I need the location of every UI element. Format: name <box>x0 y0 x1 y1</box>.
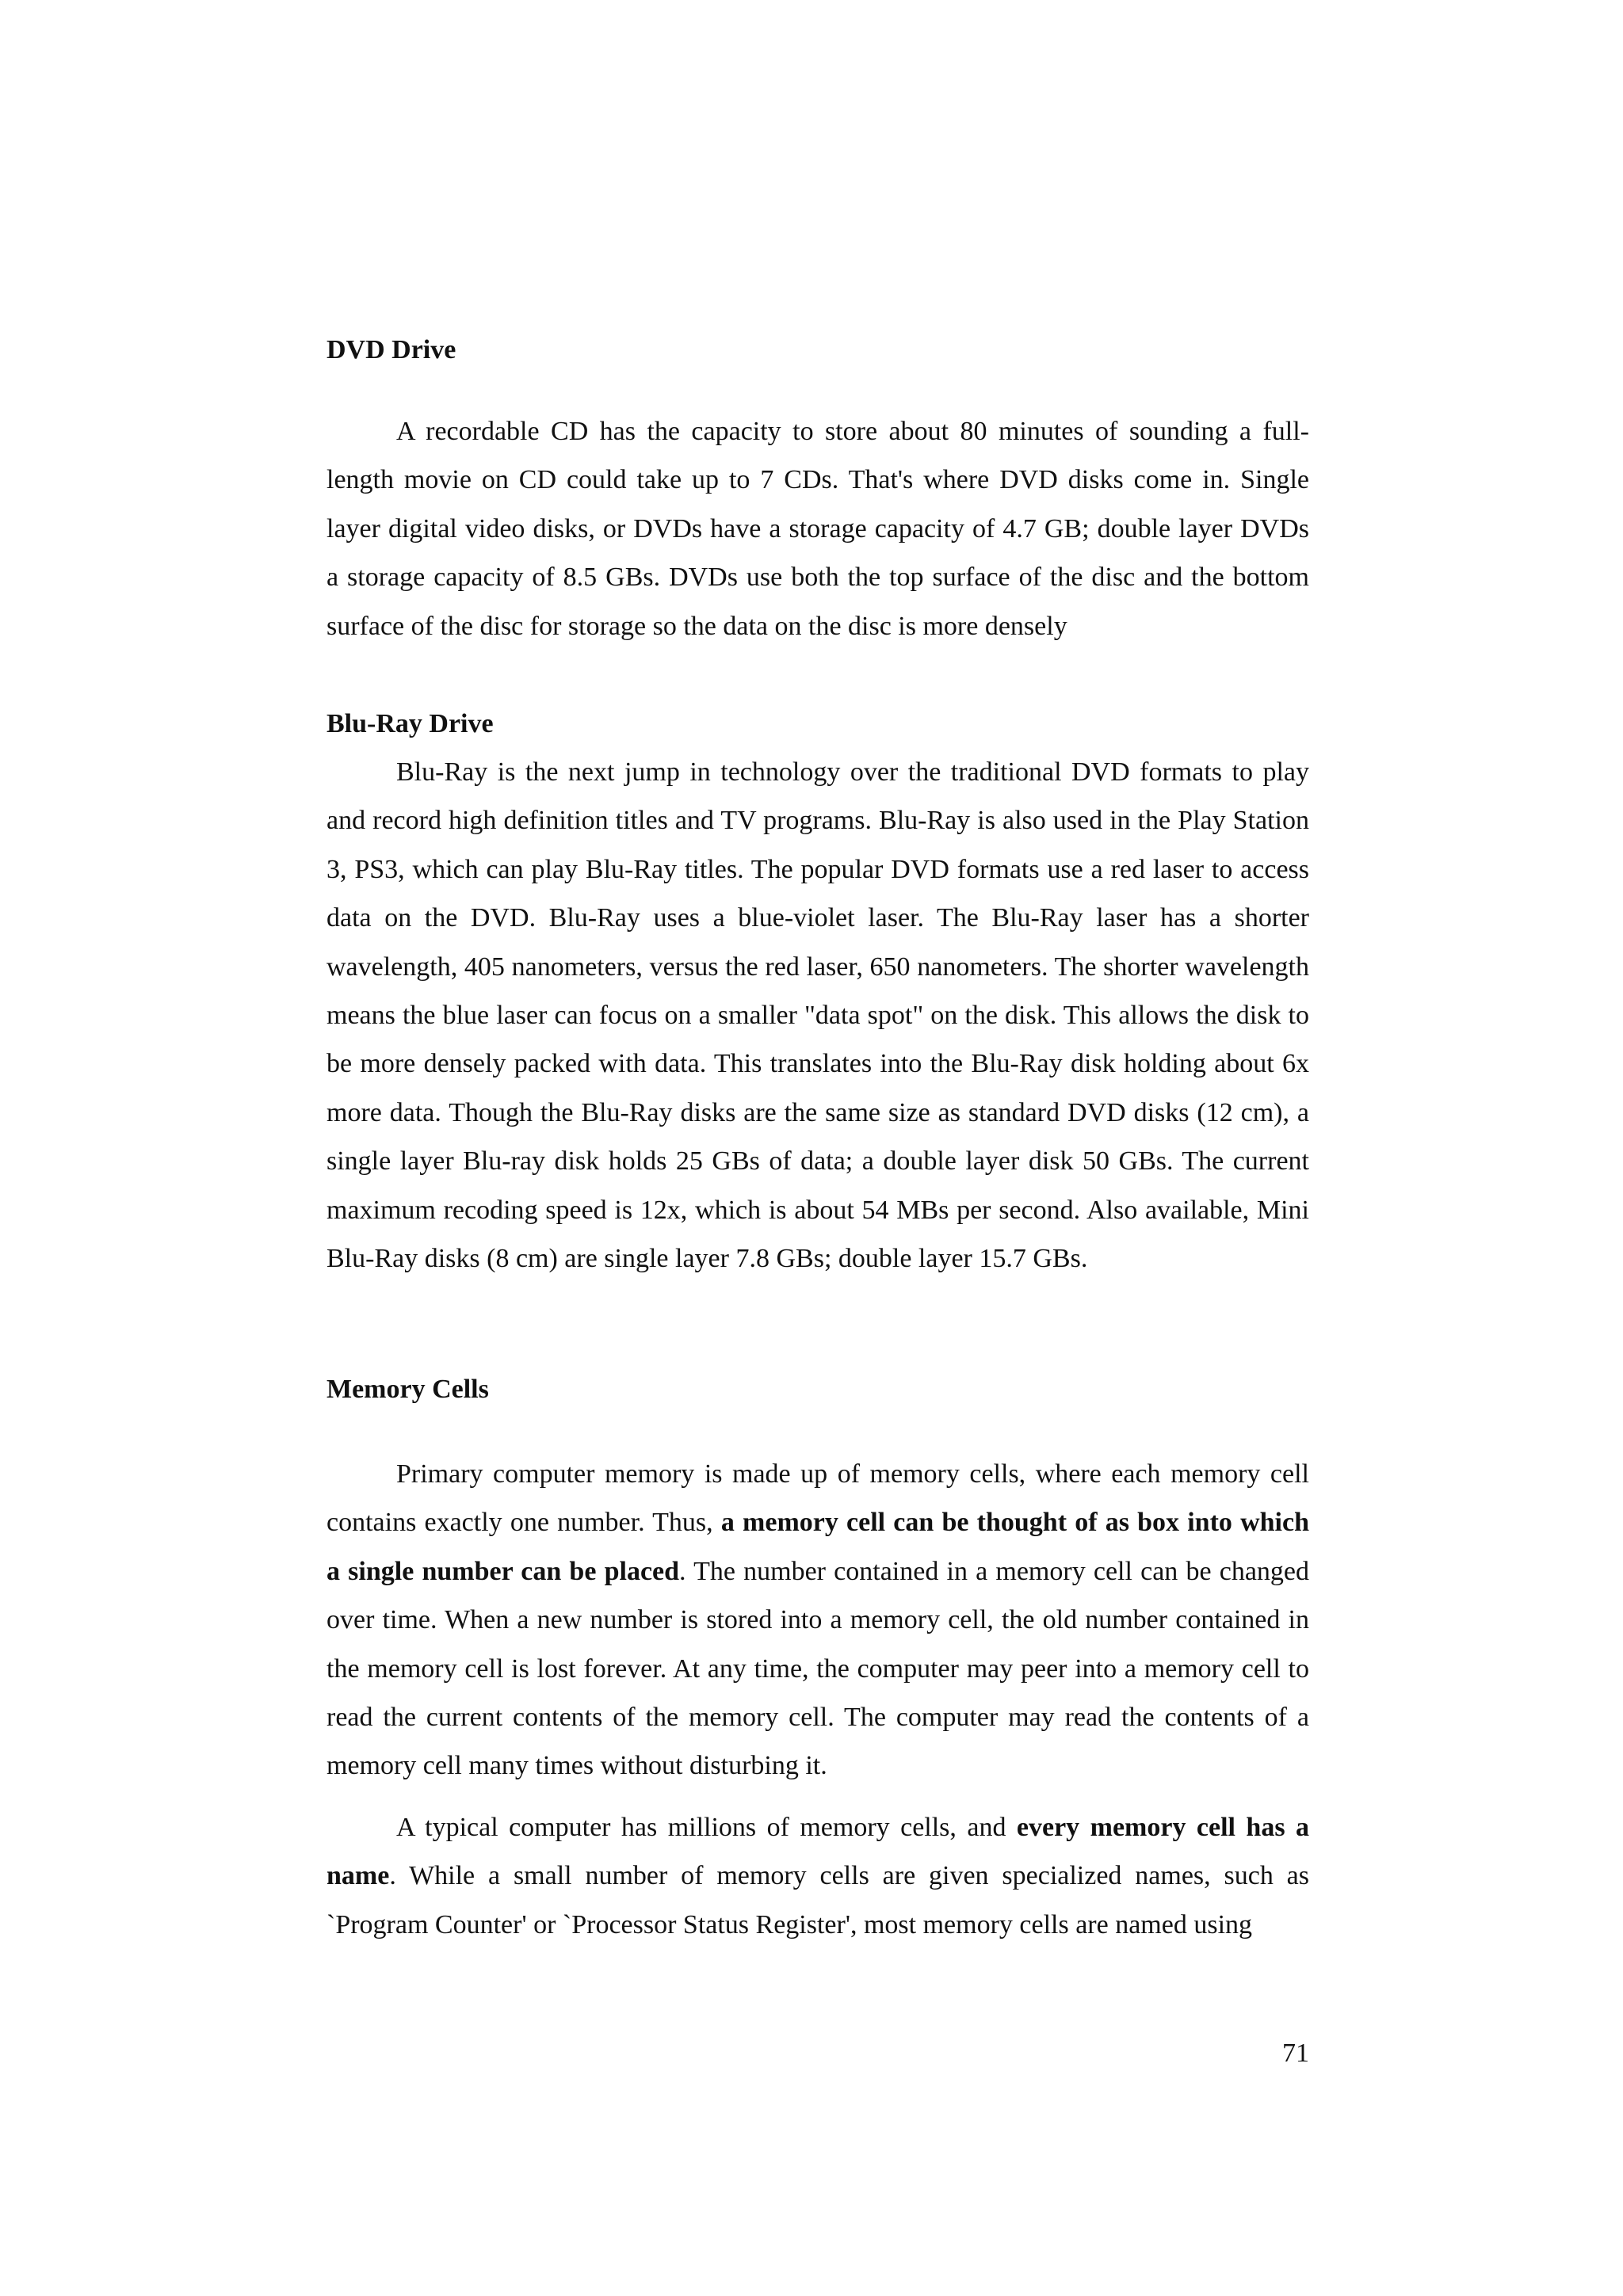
paragraph <box>327 748 1309 1283</box>
paragraph <box>327 407 1309 650</box>
section-heading-memory-cells: Memory Cells <box>327 1375 489 1404</box>
text-run: A typical computer has millions of memory cells, and <box>396 1813 1017 1842</box>
document-page <box>327 0 1309 2296</box>
text-run: . While a small number of memory cells are given specialized names, such as `Program Counter' or `Processor Status Register', most memory cells are named using <box>327 1861 1309 1939</box>
text-run: Primary computer memory is made up of memory cells, where each memory cell contains exactly one number. Thus, <box>327 1459 1309 1538</box>
text-run: Blu-Ray is the next jump in technology over the traditional DVD formats to play and record high definition titles and TV programs. Blu-Ray is also used in the Play Station 3, PS3, which can play Blu-Ray titles. The popular DVD formats use a red laser to access data on the DVD. Blu-Ray uses a blue-violet laser. The Blu-Ray laser has a shorter wavelength, 405 nanometers, versus the red laser, 650 nanometers. The shorter wavelength means the blue laser can focus on a smaller "data spot" on the disk. This allows the disk to be more densely packed with data. This translates into the Blu-Ray disk holding about 6x more data. Though the Blu-Ray disks are the same size as standard DVD disks (12 cm), a single layer Blu-ray disk holds 25 GBs of data; a double layer disk 50 GBs. The current maximum recoding speed is 12x, which is about 54 MBs per second. Also available, Mini Blu-Ray disks (8 cm) are single layer 7.8 GBs; double layer 15.7 GBs. <box>327 757 1309 1274</box>
bold-text-run: a memory cell can be thought of as box into which a single number can be placed <box>327 1508 1309 1586</box>
paragraph <box>327 1803 1309 1949</box>
text-run: . The number contained in a memory cell can be changed over time. When a new number is stored into a memory cell, the old number contained in the memory cell is lost forever. At any time, the computer may peer into a memory cell to read the current contents of the memory cell. The computer may read the contents of a memory cell many times without disturbing it. <box>327 1556 1309 1781</box>
paragraph <box>327 1450 1309 1791</box>
text-run: A recordable CD has the capacity to store about 80 minutes of sounding a full-length movie on CD could take up to 7 CDs. That's where DVD disks come in. Single layer digital video disks, or DVDs have a storage capacity of 4.7 GB; double layer DVDs a storage capacity of 8.5 GBs. DVDs use both the top surface of the disc and the bottom surface of the disc for storage so the data on the disc is more densely <box>327 417 1309 641</box>
bold-text-run: every memory cell has a name <box>327 1813 1309 1891</box>
section-heading-dvd-drive: DVD Drive <box>327 335 456 364</box>
page-number: 71 <box>1282 2039 1309 2068</box>
section-heading-blu-ray-drive: Blu-Ray Drive <box>327 709 494 738</box>
